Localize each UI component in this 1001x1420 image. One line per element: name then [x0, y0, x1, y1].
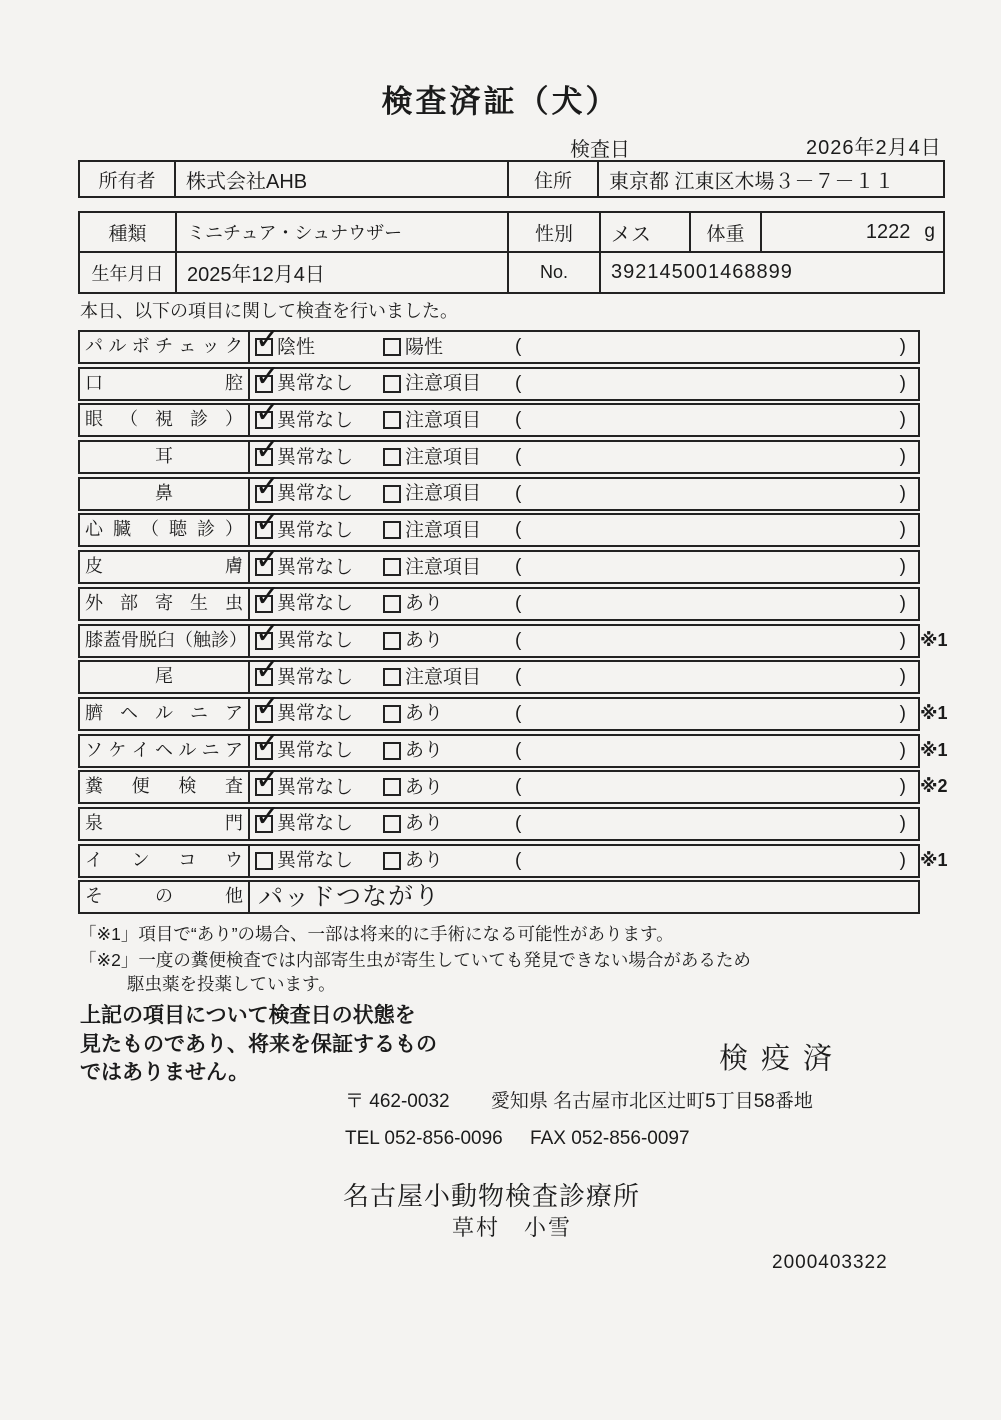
checkbox-opt2[interactable] — [383, 705, 401, 723]
paren-close: ) — [899, 739, 906, 761]
option-1 — [255, 626, 353, 656]
checkbox-opt1-checked[interactable] — [255, 558, 273, 576]
option-1 — [255, 846, 353, 876]
option-1 — [255, 809, 353, 839]
clinic-address: 愛知県 名古屋市北区辻町5丁目58番地 — [490, 1091, 813, 1112]
checklist-row — [78, 624, 948, 658]
checklist-row — [78, 550, 920, 584]
sex-value: メス — [599, 213, 689, 251]
clinic-fax: FAX 052-856-0097 — [530, 1128, 690, 1149]
option-1 — [255, 369, 353, 399]
disclaimer-text — [80, 1002, 437, 1088]
option-2 — [383, 515, 481, 545]
option-label: 注意項目 — [405, 519, 482, 541]
option-2 — [383, 589, 443, 619]
checklist-row — [78, 403, 920, 437]
paren-close: ) — [899, 446, 906, 468]
item-result — [250, 772, 918, 802]
checkbox-opt2[interactable] — [383, 448, 401, 466]
item-label: 口 腔 — [80, 369, 250, 399]
paren-open: ( — [515, 629, 522, 651]
checkbox-opt1-checked[interactable] — [255, 778, 273, 796]
option-label: 注意項目 — [405, 373, 482, 395]
checkbox-opt1-checked[interactable] — [255, 485, 273, 503]
option-label: あり — [405, 703, 444, 725]
item-label: 耳 — [80, 442, 250, 472]
option-label: 異常なし — [277, 850, 354, 872]
option-label: あり — [405, 630, 444, 651]
paren-open: ( — [515, 776, 522, 798]
footnote-mark: ※1 — [920, 629, 948, 650]
footnote-mark: ※1 — [920, 739, 948, 760]
checklist-row — [78, 660, 920, 694]
owner-table — [78, 160, 945, 198]
item-label: 心 臓 （ 聴 診 ） — [80, 515, 250, 545]
veterinarian-name: 草村 小雪 — [452, 1215, 573, 1240]
item-result — [250, 736, 918, 766]
option-label: 異常なし — [277, 813, 354, 835]
checklist-row — [78, 367, 920, 401]
option-1 — [255, 699, 353, 729]
postal-code: 〒 462-0032 — [345, 1091, 450, 1112]
option-1 — [255, 515, 353, 545]
weight-label: 体重 — [689, 213, 760, 251]
number-label: No. — [507, 253, 599, 292]
item-result — [250, 442, 918, 472]
option-2 — [383, 662, 481, 692]
inspection-date-value: 2026年2月4日 — [806, 137, 942, 159]
footnote-2-continued: 駆虫薬を投薬しています。 — [127, 974, 336, 994]
checkbox-opt2[interactable] — [383, 632, 401, 650]
option-label: あり — [405, 813, 444, 835]
option-1 — [255, 479, 353, 509]
checkbox-opt2[interactable] — [383, 595, 401, 613]
option-2 — [383, 442, 481, 472]
checklist-row — [78, 513, 920, 547]
option-1 — [255, 552, 353, 582]
checklist-row — [78, 477, 920, 511]
inspection-date-label: 検査日 — [570, 139, 630, 161]
paren-close: ) — [899, 336, 906, 357]
item-label: 泉 門 — [80, 809, 250, 839]
option-2 — [383, 552, 481, 582]
paren-close: ) — [899, 592, 906, 614]
footnote-1: 「※1」項目で“あり”の場合、一部は将来的に手術になる可能性があります。 — [79, 924, 674, 944]
checkbox-opt1-checked[interactable] — [255, 411, 273, 429]
clinic-phone-line — [345, 1128, 690, 1150]
footnote-2: 「※2」一度の糞便検査では内部寄生虫が寄生していても発見できない場合があるため — [79, 950, 751, 970]
item-result — [250, 626, 918, 656]
paren-close: ) — [899, 702, 906, 724]
item-result — [250, 809, 918, 839]
option-label: あり — [405, 850, 444, 872]
option-1 — [255, 772, 353, 802]
disclaimer-line-3: ではありません。 — [80, 1061, 250, 1084]
checkbox-opt1-checked[interactable] — [255, 742, 273, 760]
option-1 — [255, 662, 353, 692]
option-2 — [383, 736, 443, 766]
item-result — [250, 405, 918, 435]
item-result — [250, 662, 918, 692]
paren-open: ( — [515, 666, 522, 688]
weight-unit: g — [924, 221, 935, 242]
checkbox-opt2[interactable] — [383, 521, 401, 539]
paren-open: ( — [515, 739, 522, 761]
item-label: 外 部 寄 生 虫 — [80, 589, 250, 619]
option-label: あり — [405, 593, 444, 615]
item-label: ソ ケ イ ヘ ル ニ ア — [80, 736, 250, 766]
option-2 — [383, 405, 481, 435]
paren-close: ) — [899, 666, 906, 688]
paren-open: ( — [515, 409, 522, 431]
checkbox-opt2[interactable] — [383, 338, 401, 356]
checklist-row — [78, 587, 920, 621]
clinic-name: 名古屋小動物検査診療所 — [343, 1181, 641, 1211]
paren-open: ( — [515, 556, 522, 578]
paren-close: ) — [899, 629, 906, 651]
inspection-checklist — [78, 330, 948, 917]
owner-value: 株式会社AHB — [174, 162, 507, 196]
paren-close: ) — [899, 776, 906, 798]
option-label: 異常なし — [277, 519, 354, 541]
owner-label: 所有者 — [98, 170, 156, 192]
item-result — [250, 479, 918, 509]
checklist-row — [78, 844, 948, 878]
option-label: あり — [405, 776, 444, 798]
paren-close: ) — [899, 519, 906, 541]
option-label: 異常なし — [277, 409, 354, 431]
paren-close: ) — [899, 409, 906, 431]
checkbox-opt2[interactable] — [383, 485, 401, 503]
item-result — [250, 552, 918, 582]
option-label: 異常なし — [277, 556, 354, 578]
checkbox-opt2[interactable] — [383, 375, 401, 393]
checkbox-opt1-checked[interactable] — [255, 815, 273, 833]
paren-open: ( — [515, 336, 522, 357]
option-label: 異常なし — [277, 373, 354, 395]
checkbox-opt2[interactable] — [383, 852, 401, 870]
option-label: 異常なし — [277, 776, 354, 798]
option-label: 異常なし — [277, 630, 354, 651]
checkbox-opt1[interactable] — [255, 852, 273, 870]
paren-close: ) — [899, 812, 906, 834]
breed-label: 種類 — [108, 223, 147, 245]
item-label: 鼻 — [80, 479, 250, 509]
checklist-row — [78, 734, 948, 768]
option-2 — [383, 332, 443, 362]
option-2 — [383, 699, 443, 729]
option-label: 注意項目 — [405, 666, 482, 688]
item-label: 皮 膚 — [80, 552, 250, 582]
handwritten-note: パッドつながり — [257, 882, 441, 913]
option-label: 異常なし — [277, 740, 354, 762]
option-label: あり — [405, 740, 444, 762]
disclaimer-line-1: 上記の項目について検査日の状態を — [80, 1004, 416, 1027]
option-label: 異常なし — [277, 446, 354, 468]
paren-close: ) — [899, 849, 906, 871]
address-label: 住所 — [507, 162, 597, 196]
checkbox-opt1-checked[interactable] — [255, 595, 273, 613]
sex-label: 性別 — [507, 213, 599, 251]
option-1 — [255, 405, 353, 435]
birth-label: 生年月日 — [91, 263, 164, 284]
item-label: 眼 （ 視 診 ） — [80, 405, 250, 435]
checkbox-opt1-checked[interactable] — [255, 668, 273, 686]
checklist-row — [78, 697, 948, 731]
paren-open: ( — [515, 812, 522, 834]
option-2 — [383, 772, 443, 802]
checklist-row — [78, 807, 920, 841]
statement-text: 本日、以下の項目に関して検査を行いました。 — [80, 301, 458, 321]
animal-info-table — [78, 211, 945, 294]
paren-open: ( — [515, 482, 522, 504]
paren-open: ( — [515, 702, 522, 724]
checklist-row — [78, 330, 920, 364]
option-label: 注意項目 — [405, 446, 482, 468]
footnote-mark: ※1 — [920, 849, 948, 870]
item-label: 臍 ヘ ル ニ ア — [80, 699, 250, 729]
item-label: イ ン コ ウ — [80, 846, 250, 876]
paren-open: ( — [515, 849, 522, 871]
option-2 — [383, 626, 443, 656]
checkbox-opt1-checked[interactable] — [255, 521, 273, 539]
item-label: 尾 — [80, 662, 250, 692]
number-value: 392145001468899 — [599, 253, 943, 292]
checkbox-opt2[interactable] — [383, 815, 401, 833]
paren-close: ) — [899, 482, 906, 504]
option-label: 陽性 — [405, 336, 444, 358]
address-value: 東京都 江東区木場３－７－１１ — [597, 162, 943, 196]
checkbox-opt2[interactable] — [383, 558, 401, 576]
paren-open: ( — [515, 592, 522, 614]
breed-value: ミニチュア・シュナウザー — [175, 213, 507, 251]
birth-value: 2025年12月4日 — [175, 253, 507, 292]
item-label: 糞 便 検 査 — [80, 772, 250, 802]
option-label: 陰性 — [277, 336, 316, 358]
item-result — [250, 515, 918, 545]
paren-open: ( — [515, 446, 522, 468]
checkbox-opt1-checked[interactable] — [255, 632, 273, 650]
option-1 — [255, 589, 353, 619]
item-result — [250, 332, 918, 362]
checklist-row — [78, 880, 920, 914]
clinic-address-line — [345, 1086, 813, 1113]
serial-number: 2000403322 — [772, 1252, 888, 1273]
weight-cell — [760, 213, 943, 251]
weight-value: 1222 — [865, 220, 911, 243]
item-result — [250, 589, 918, 619]
option-label: 異常なし — [277, 593, 354, 615]
checkbox-opt1-checked[interactable] — [255, 448, 273, 466]
option-2 — [383, 479, 481, 509]
checkbox-opt2[interactable] — [383, 742, 401, 760]
checkbox-opt1-checked[interactable] — [255, 338, 273, 356]
quarantine-stamp: 検疫済 — [719, 1043, 846, 1075]
checkbox-opt2[interactable] — [383, 778, 401, 796]
checkbox-opt1-checked[interactable] — [255, 705, 273, 723]
option-label: 異常なし — [277, 703, 354, 725]
checklist-row — [78, 770, 948, 804]
option-label: 注意項目 — [405, 483, 482, 505]
footnote-mark: ※1 — [920, 702, 948, 723]
clinic-tel: TEL 052-856-0096 — [345, 1128, 503, 1149]
footnote-mark: ※2 — [920, 776, 948, 797]
option-1 — [255, 736, 353, 766]
option-label: 異常なし — [277, 666, 354, 688]
disclaimer-line-2: 見たものであり、将来を保証するもの — [80, 1032, 437, 1056]
option-label: 注意項目 — [405, 409, 482, 431]
option-2 — [383, 846, 443, 876]
paren-open: ( — [515, 372, 522, 394]
item-result — [250, 699, 918, 729]
paren-open: ( — [515, 519, 522, 541]
paren-close: ) — [899, 372, 906, 394]
option-1 — [255, 442, 353, 472]
option-label: 注意項目 — [405, 556, 482, 578]
item-label: そ の 他 — [80, 882, 250, 912]
item-result — [250, 369, 918, 399]
item-label: パ ル ボ チ ェ ッ ク — [80, 332, 250, 362]
item-result — [250, 882, 918, 912]
option-label: 異常なし — [277, 483, 354, 505]
option-2 — [383, 809, 443, 839]
document-title: 検査済証（犬） — [381, 84, 620, 119]
checkbox-opt2[interactable] — [383, 668, 401, 686]
checkbox-opt2[interactable] — [383, 411, 401, 429]
item-label: 膝蓋骨脱臼（触診） — [80, 626, 250, 656]
option-1 — [255, 332, 315, 362]
paren-close: ) — [899, 556, 906, 578]
checkbox-opt1-checked[interactable] — [255, 375, 273, 393]
checklist-row — [78, 440, 920, 474]
item-result — [250, 846, 918, 876]
option-2 — [383, 369, 481, 399]
